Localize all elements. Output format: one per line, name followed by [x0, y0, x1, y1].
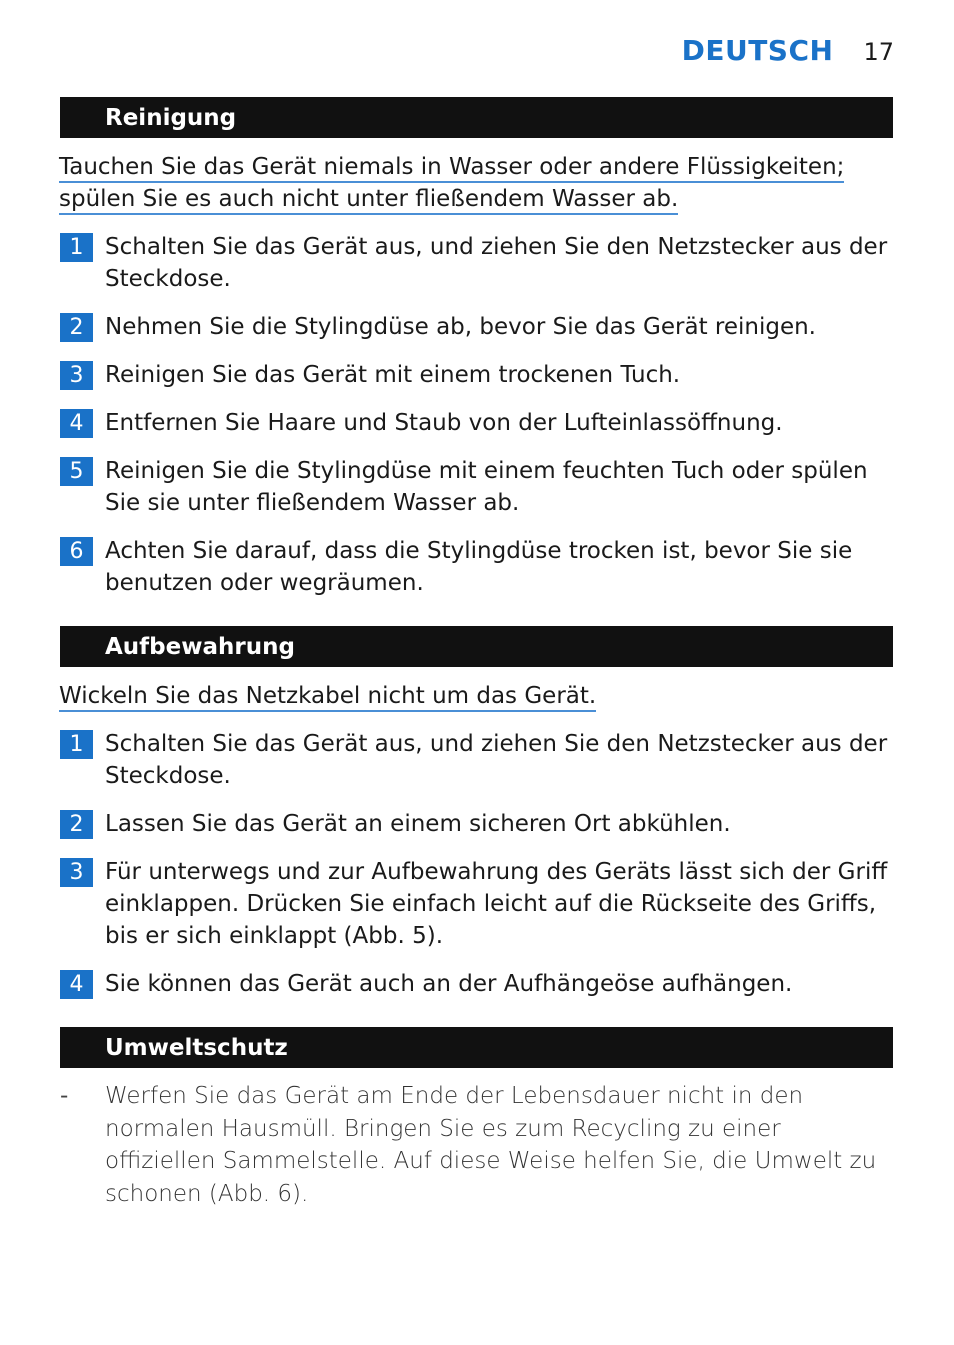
section-header-reinigung [60, 97, 893, 138]
steps-aufbewahrung [60, 728, 894, 1016]
steps-reinigung [60, 231, 894, 615]
bullet-text: Werfen Sie das Gerät am Ende der Lebensdauer nicht in den normalen Hausmüll. Bringen Sie es zum Recycling zu einer offiziellen Sammelstelle. Auf diese Weise helfen Sie, die Umwelt zu schonen (Abb. 6). [105, 1083, 877, 1207]
section-title: Umweltschutz [105, 1034, 288, 1061]
step-number: 2 [60, 313, 93, 342]
section-header-umweltschutz [60, 1027, 893, 1068]
list-item [60, 535, 894, 599]
step-number: 5 [60, 457, 93, 486]
step-text: Für unterwegs und zur Aufbewahrung des Geräts lässt sich der Griff einklappen. Drücken Sie einfach leicht auf die Rückseite des Griffs, bis er sich einklappt (Abb. 5). [105, 859, 888, 949]
language-label: DEUTSCH [681, 34, 834, 67]
step-number: 1 [60, 233, 93, 262]
step-text: Achten Sie darauf, dass die Stylingdüse trocken ist, bevor Sie sie benutzen oder wegräumen. [105, 538, 853, 596]
section-header-aufbewahrung [60, 626, 893, 667]
bullet-dash: - [60, 1083, 69, 1109]
step-text: Lassen Sie das Gerät an einem sicheren Ort abkühlen. [105, 811, 731, 837]
list-item [60, 968, 894, 1000]
step-number: 2 [60, 810, 93, 839]
page-number: 17 [863, 38, 894, 66]
step-number: 3 [60, 361, 93, 390]
section-title: Aufbewahrung [105, 633, 295, 660]
step-text: Reinigen Sie die Stylingdüse mit einem feuchten Tuch oder spülen Sie sie unter fließendem Wasser ab. [105, 458, 868, 516]
step-number: 1 [60, 730, 93, 759]
warning-text: Tauchen Sie das Gerät niemals in Wasser oder andere Flüssigkeiten; spülen Sie es auch nicht unter fließendem Wasser ab. [59, 154, 844, 215]
page-header [682, 34, 894, 67]
list-item [60, 407, 894, 439]
step-text: Sie können das Gerät auch an der Aufhängeöse aufhängen. [105, 971, 793, 997]
step-text: Reinigen Sie das Gerät mit einem trockenen Tuch. [105, 362, 681, 388]
list-item [60, 856, 894, 952]
list-item [60, 231, 894, 295]
list-item [60, 728, 894, 792]
step-text: Nehmen Sie die Stylingdüse ab, bevor Sie das Gerät reinigen. [105, 314, 816, 340]
list-item [60, 455, 894, 519]
warning-reinigung [59, 151, 889, 215]
warning-text: Wickeln Sie das Netzkabel nicht um das Gerät. [59, 683, 596, 712]
list-item [60, 1080, 894, 1210]
step-text: Schalten Sie das Gerät aus, und ziehen Sie den Netzstecker aus der Steckdose. [105, 234, 888, 292]
list-item [60, 808, 894, 840]
step-text: Entfernen Sie Haare und Staub von der Lufteinlassöffnung. [105, 410, 783, 436]
list-item [60, 311, 894, 343]
step-number: 4 [60, 409, 93, 438]
step-number: 6 [60, 537, 93, 566]
step-number: 4 [60, 970, 93, 999]
step-text: Schalten Sie das Gerät aus, und ziehen Sie den Netzstecker aus der Steckdose. [105, 731, 888, 789]
section-title: Reinigung [105, 104, 237, 131]
warning-aufbewahrung [59, 680, 889, 712]
step-number: 3 [60, 858, 93, 887]
list-item [60, 359, 894, 391]
